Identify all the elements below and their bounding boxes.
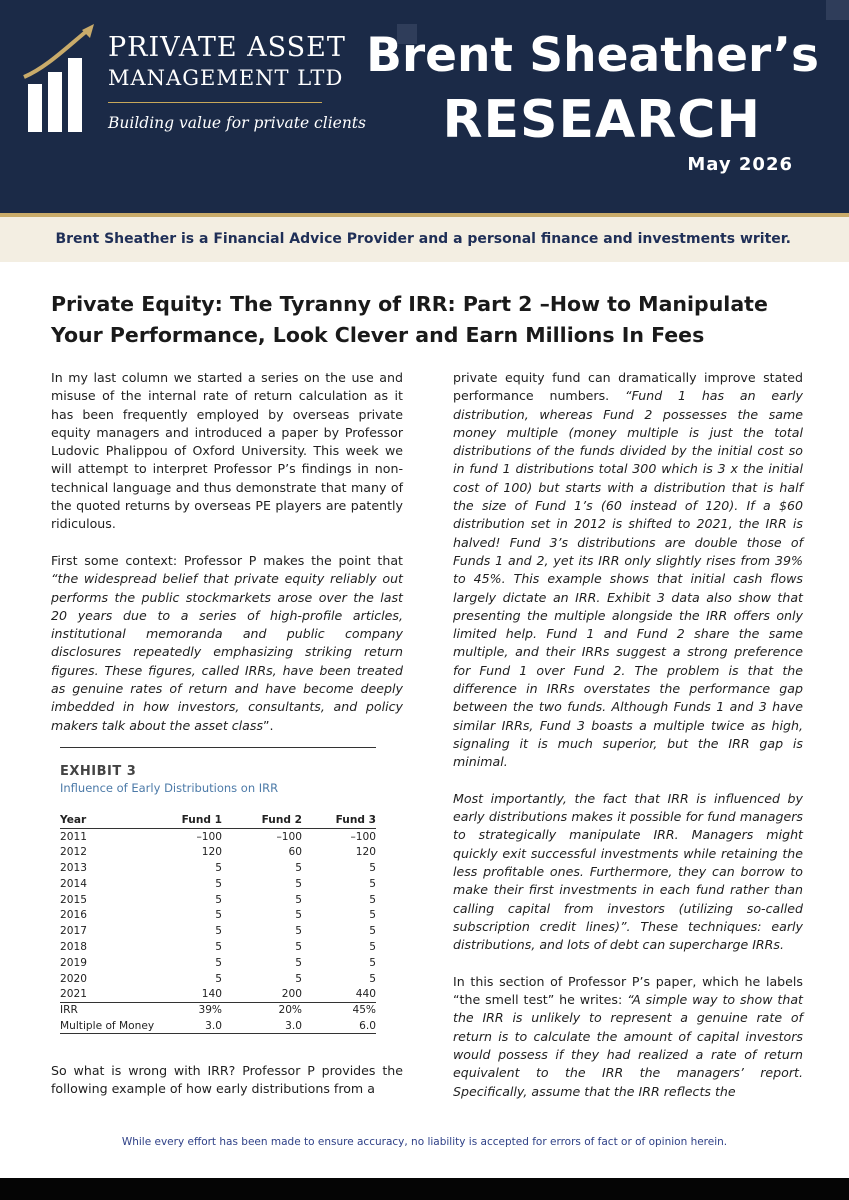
table-cell: 5 <box>369 893 376 906</box>
table-row <box>60 971 376 987</box>
table-cell: 5 <box>295 861 302 874</box>
paragraph-text: private equity fund can dramatically improve stated performance numbers. <box>453 370 803 404</box>
row-label: 2017 <box>60 925 87 938</box>
table-cell: –100 <box>196 830 222 843</box>
table-row <box>60 907 376 923</box>
column-header: Fund 3 <box>302 813 376 829</box>
table-cell: 5 <box>295 956 302 969</box>
table-cell: 5 <box>369 925 376 938</box>
row-label: 2011 <box>60 830 87 843</box>
paragraph-text: First some context: Professor P makes the point that <box>51 552 403 568</box>
table-row <box>60 923 376 939</box>
table-cell: 45% <box>302 1002 376 1018</box>
table-cell: 120 <box>355 846 376 859</box>
paragraph-text: ”. <box>263 717 274 733</box>
table-cell: 5 <box>295 877 302 890</box>
paragraph <box>453 369 803 772</box>
table-row <box>60 939 376 955</box>
paragraph: In my last column we started a series on the use and misuse of the internal rate of return calculation as it has been frequently employed by overseas private equity managers and introduced a paper by Professor Ludovic Phalippou of Oxford University. This week we will attempt to interpret Professor P’s findings in non-technical language and thus demonstrate that many of the quoted returns by overseas PE players are patently ridiculous. <box>51 370 403 532</box>
table-cell: 5 <box>369 861 376 874</box>
issue-date: May 2026 <box>687 154 793 175</box>
table-cell: 5 <box>215 956 222 969</box>
table-cell: 5 <box>215 925 222 938</box>
table-cell: 5 <box>215 909 222 922</box>
table-cell: 5 <box>295 925 302 938</box>
paragraph <box>51 552 403 735</box>
table-cell: 5 <box>369 956 376 969</box>
bottom-bar <box>0 1178 849 1200</box>
quote-text: “Fund 1 has an early distribution, whereas Fund 2 possesses the same money multiple (money multiple is just the total distributions of the funds divided by the initial cost so in fund 1 distributions total 300 which is 3 x the initial cost of 100) but starts with a distribution that is half the size of Fund 1’s (60 instead of 120). If a $60 distribution set in 2012 is shifted to 2021, the IRR is halved! Fund 3’s distributions are double those of Funds 1 and 2, yet its IRR only slightly rises from 39% to 45%. This example shows that initial cash flows largely dictate an IRR. Exhibit 3 data also show that presenting the multiple alongside the IRR offers only limited help. Fund 1 and Fund 2 share the same multiple, and their IRRs suggest a strong preference for Fund 1 over Fund 2. The problem is that the difference in IRRs overstates the performance gap between the two funds. Although Funds 1 and 3 have similar IRRs, Fund 3 boasts a multiple twice as high, signaling it is much superior, but the IRR gap is minimal. <box>453 388 803 770</box>
row-label: 2018 <box>60 940 87 953</box>
publication-subtitle: RESEARCH <box>442 90 761 150</box>
table-cell: 60 <box>288 846 302 859</box>
table-row <box>60 860 376 876</box>
table-cell: –100 <box>276 830 302 843</box>
table-cell: 20% <box>222 1002 302 1018</box>
table-cell: 5 <box>369 972 376 985</box>
table-cell: 5 <box>215 861 222 874</box>
row-label: 2015 <box>60 893 87 906</box>
column-header: Year <box>60 813 166 829</box>
column-header: Fund 1 <box>166 813 222 829</box>
row-label: 2013 <box>60 861 87 874</box>
divider <box>60 747 376 748</box>
row-label: 2014 <box>60 877 87 890</box>
table-cell: 5 <box>295 909 302 922</box>
quote-text: “the widespread belief that private equity reliably out performs the public stockmarkets arose over the last 20 years due to a series of high-profile articles, institutional memoranda and public company disclosures repeatedly emphasizing striking return figures. These figures, called IRRs, have been treated as genuine rates of return and have become deeply imbedded in how investors, consultants, and policy makers talk about the asset class <box>51 571 403 733</box>
row-label: 2019 <box>60 956 87 969</box>
exhibit-table <box>60 813 376 1034</box>
table-cell: –100 <box>350 830 376 843</box>
paragraph: So what is wrong with IRR? Professor P provides the following example of how early distributions from a <box>51 1063 403 1097</box>
left-column-continued <box>51 1062 403 1117</box>
logo-divider <box>108 102 322 103</box>
disclaimer: While every effort has been made to ensure accuracy, no liability is accepted for errors of fact or of opinion herein. <box>121 1136 728 1148</box>
table-row <box>60 844 376 860</box>
masthead <box>0 0 849 213</box>
table-row <box>60 986 376 1002</box>
table-cell: 5 <box>295 972 302 985</box>
right-column <box>453 369 803 1119</box>
row-label: 2020 <box>60 972 87 985</box>
quote-text: Most importantly, the fact that IRR is influenced by early distributions makes it possible for fund managers to strategically manipulate IRR. Managers might quickly exit successful investments while retaining the less profitable ones. Furthermore, they can borrow to make their first investments in each fund rather than calling capital from investors (utilizing so-called subscription credit lines)”. These techniques: early distributions, and lots of debt can supercharge IRRs. <box>453 790 803 953</box>
left-column <box>51 369 403 753</box>
quote-text: “A simple way to show that the IRR is unlikely to represent a genuine rate of return is to calculate the amount of capital investors would possess if they had realized a rate of return equivalent to the IRR the managers’ report. Specifically, assume that the IRR reflects the <box>453 992 803 1099</box>
table-cell: 6.0 <box>302 1018 376 1034</box>
paragraph <box>453 973 803 1101</box>
table-cell: 39% <box>166 1002 222 1018</box>
paragraph-text: In this section of Professor P’s paper, which he labels “the smell test” he writes: <box>453 973 803 1008</box>
table-row <box>60 892 376 908</box>
logo-name-line2: MANAGEMENT LTD <box>108 66 344 90</box>
paragraph <box>453 790 803 955</box>
table-cell: 200 <box>281 988 302 1001</box>
table-cell: 5 <box>215 972 222 985</box>
table-cell: 5 <box>369 940 376 953</box>
table-row <box>60 829 376 845</box>
table-cell: 5 <box>215 940 222 953</box>
article-title: Private Equity: The Tyranny of IRR: Part 2 –How to Manipulate Your Performance, Look Clever and Earn Millions In Fees <box>51 292 768 347</box>
table-cell: 5 <box>295 893 302 906</box>
bar-chart-logo-icon <box>22 22 112 134</box>
company-logo <box>22 22 366 142</box>
table-cell: 5 <box>369 909 376 922</box>
table-cell: 5 <box>215 893 222 906</box>
logo-name-line1: PRIVATE ASSET <box>108 32 346 63</box>
row-label: Multiple of Money <box>60 1018 166 1034</box>
table-cell: 5 <box>369 877 376 890</box>
table-cell: 120 <box>201 846 222 859</box>
row-label: IRR <box>60 1002 166 1018</box>
table-header-row <box>60 813 376 829</box>
column-header: Fund 2 <box>222 813 302 829</box>
exhibit-table-figure <box>60 747 376 1034</box>
table-cell: 440 <box>355 988 376 1001</box>
table-row <box>60 1018 376 1034</box>
exhibit-subtitle: Influence of Early Distributions on IRR <box>60 781 279 795</box>
row-label: 2016 <box>60 909 87 922</box>
exhibit-label: EXHIBIT 3 <box>60 764 137 779</box>
row-label: 2012 <box>60 846 87 859</box>
table-cell: 5 <box>215 877 222 890</box>
decorative-square <box>826 0 849 20</box>
table-cell: 3.0 <box>222 1018 302 1034</box>
tagline-strip <box>0 217 849 262</box>
table-row <box>60 1002 376 1018</box>
row-label: 2021 <box>60 988 87 1001</box>
table-cell: 5 <box>295 940 302 953</box>
table-cell: 140 <box>201 988 222 1001</box>
table-row <box>60 876 376 892</box>
publication-title: Brent Sheather’s <box>366 28 819 83</box>
logo-tagline: Building value for private clients <box>108 114 366 132</box>
table-row <box>60 955 376 971</box>
author-tagline: Brent Sheather is a Financial Advice Provider and a personal finance and investments writer. <box>55 231 791 247</box>
table-cell: 3.0 <box>166 1018 222 1034</box>
table-body <box>60 829 376 1034</box>
